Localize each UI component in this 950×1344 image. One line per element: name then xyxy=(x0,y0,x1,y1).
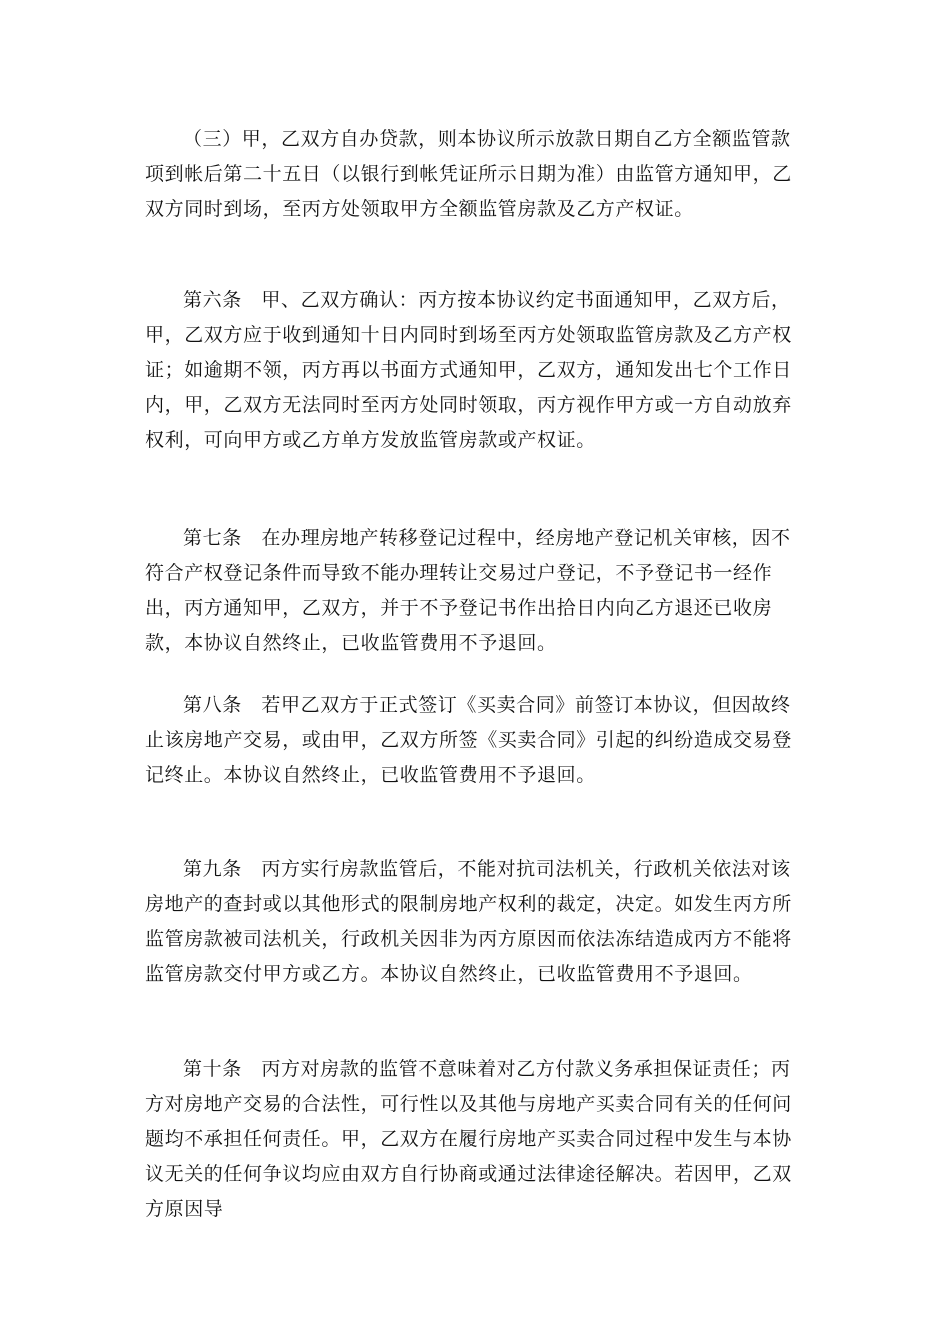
paragraph-clause-3: （三）甲，乙双方自办贷款，则本协议所示放款日期自乙方全额监管款项到帐后第二十五日（以银行到帐凭证所示日期为准）由监管方通知甲，乙双方同时到场，至丙方处领取甲方全额监管房款及乙方产权证。 xyxy=(145,128,792,220)
paragraph-article-8: 第八条 若甲乙双方于正式签订《买卖合同》前签订本协议，但因故终止该房地产交易，或由甲，乙双方所签《买卖合同》引起的纠纷造成交易登记终止。本协议自然终止，已收监管费用不予退回。 xyxy=(145,694,792,786)
paragraph-article-9: 第九条 丙方实行房款监管后，不能对抗司法机关，行政机关依法对该房地产的查封或以其他形式的限制房地产权利的裁定，决定。如发生丙方所监管房款被司法机关，行政机关因非为丙方原因而依法冻结造成丙方不能将监管房款交付甲方或乙方。本协议自然终止，已收监管费用不予退回。 xyxy=(145,858,792,985)
paragraph-article-7: 第七条 在办理房地产转移登记过程中，经房地产登记机关审核，因不符合产权登记条件而导致不能办理转让交易过户登记，不予登记书一经作出，丙方通知甲，乙双方，并于不予登记书作出拾日内向乙方退还已收房款，本协议自然终止，已收监管费用不予退回。 xyxy=(145,527,791,654)
paragraph-article-6: 第六条 甲、乙双方确认：丙方按本协议约定书面通知甲，乙双方后，甲，乙双方应于收到通知十日内同时到场至丙方处领取监管房款及乙方产权证；如逾期不领，丙方再以书面方式通知甲，乙双方，通知发出七个工作日内，甲，乙双方无法同时至丙方处同时领取，丙方视作甲方或一方自动放弃权利，可向甲方或乙方单方发放监管房款或产权证。 xyxy=(145,289,792,451)
paragraph-article-10: 第十条 丙方对房款的监管不意味着对乙方付款义务承担保证责任；丙方对房地产交易的合法性，可行性以及其他与房地产买卖合同有关的任何问题均不承担任何责任。甲，乙双方在履行房地产买卖合同过程中发生与本协议无关的任何争议均应由双方自行协商或通过法律途径解决。若因甲，乙双方原因导 xyxy=(145,1058,792,1220)
